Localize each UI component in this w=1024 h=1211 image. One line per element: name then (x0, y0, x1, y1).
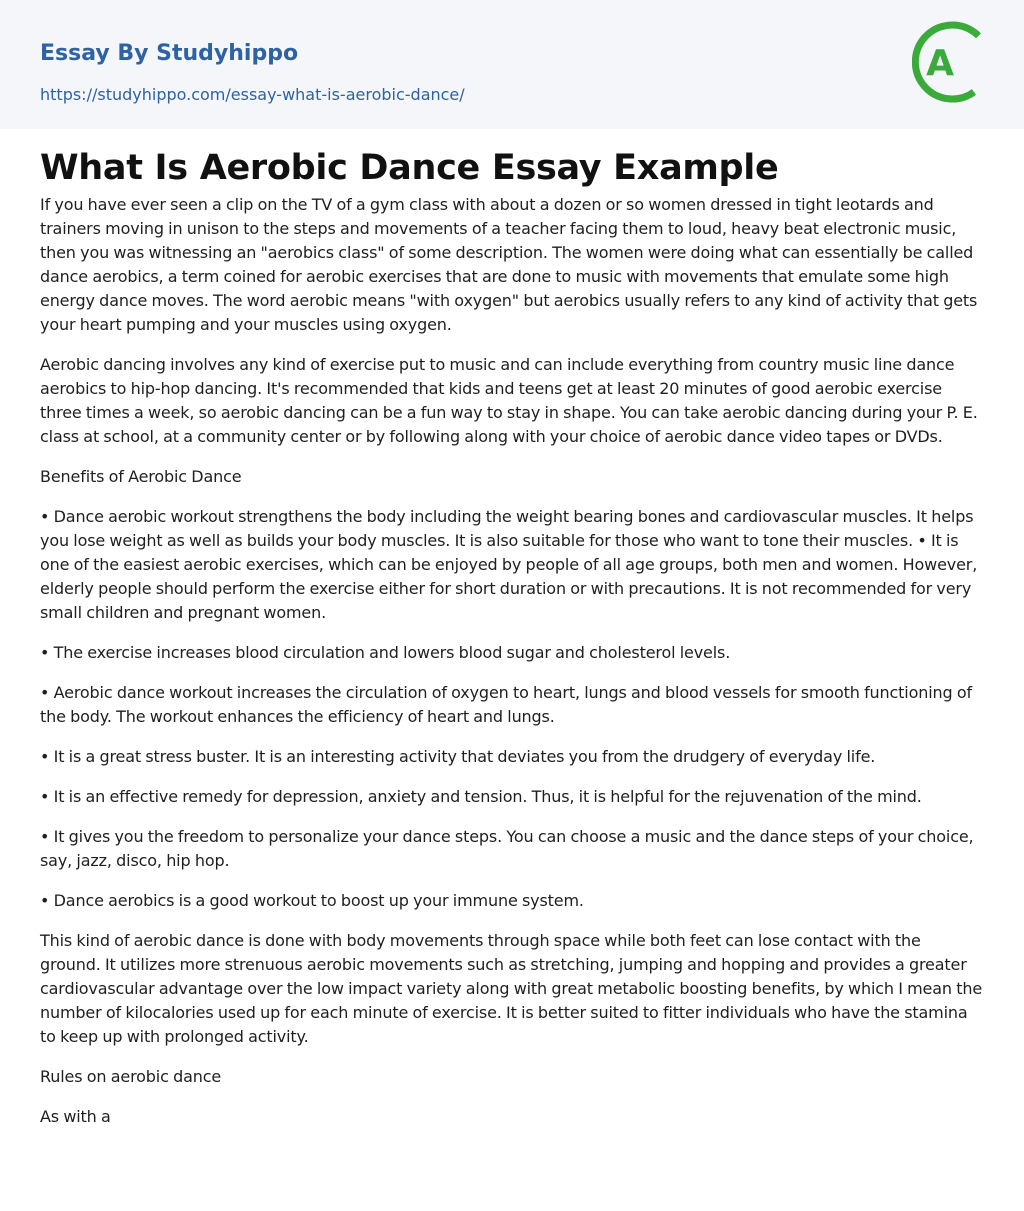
studyhippo-logo-icon (912, 18, 988, 106)
paragraph-truncated: As with a (40, 1107, 111, 1126)
bullet-oxygen-circulation: • Aerobic dance workout increases the circulation of oxygen to heart, lungs and blood vessels for smooth functioning of the body. The workout enhances the efficiency of heart and lungs. (40, 683, 972, 726)
section-heading-rules: Rules on aerobic dance (40, 1067, 222, 1086)
bullet-strengthens-body: • Dance aerobic workout strengthens the body including the weight bearing bones and cardiovascular muscles. It helps you lose weight as well as builds your body muscles. It is also suitable for those who want to tone their muscles. • It is one of the easiest aerobic exercises, which can be enjoyed by people of all age groups, both men and women. However, elderly people should perform the exercise either for short duration or with precautions. It is not recommended for very small children and pregnant women. (40, 507, 978, 622)
bullet-personalize-steps: • It gives you the freedom to personalize your dance steps. You can choose a music and the dance steps of your choice, say, jazz, disco, hip hop. (40, 827, 974, 870)
bullet-blood-circulation: • The exercise increases blood circulation and lowers blood sugar and cholesterol levels. (40, 643, 731, 662)
brand-title: Essay By Studyhippo (40, 41, 299, 66)
bullet-stress-buster: • It is a great stress buster. It is an interesting activity that deviates you from the drudgery of everyday life. (40, 747, 876, 766)
paragraph-aerobic-dancing: Aerobic dancing involves any kind of exercise put to music and can include everything from country music line dance aerobics to hip-hop dancing. It's recommended that kids and teens get at least 20 minutes of good aerobic exercise three times a week, so aerobic dancing can be a fun way to stay in shape. You can take aerobic dancing during your P. E. class at school, at a community center or by following along with your choice of aerobic dance video tapes or DVDs. (40, 355, 978, 446)
page-title: What Is Aerobic Dance Essay Example (40, 148, 779, 188)
section-heading-benefits: Benefits of Aerobic Dance (40, 467, 242, 486)
article (0, 129, 1024, 1129)
essay-url-link[interactable]: https://studyhippo.com/essay-what-is-aerobic-dance/ (40, 85, 465, 104)
bullet-depression-remedy: • It is an effective remedy for depression, anxiety and tension. Thus, it is helpful for the rejuvenation of the mind. (40, 787, 922, 806)
site-header (0, 0, 1024, 129)
bullet-immune-system: • Dance aerobics is a good workout to boost up your immune system. (40, 891, 584, 910)
paragraph-intro: If you have ever seen a clip on the TV of a gym class with about a dozen or so women dressed in tight leotards and trainers moving in unison to the steps and movements of a teacher facing them to loud, heavy beat electronic music, then you was witnessing an "aerobics class" of some description. The women were doing what can essentially be called dance aerobics, a term coined for aerobic exercises that are done to music with movements that emulate some high energy dance moves. The word aerobic means "with oxygen" but aerobics usually refers to any kind of activity that gets your heart pumping and your muscles using oxygen. (40, 195, 978, 334)
paragraph-high-impact: This kind of aerobic dance is done with body movements through space while both feet can lose contact with the ground. It utilizes more strenuous aerobic movements such as stretching, jumping and hopping and provides a greater cardiovascular advantage over the low impact variety along with great metabolic boosting benefits, by which I mean the number of kilocalories used up for each minute of exercise. It is better suited to fitter individuals who have the stamina to keep up with prolonged activity. (40, 931, 983, 1046)
logo-letter: A (926, 43, 954, 84)
